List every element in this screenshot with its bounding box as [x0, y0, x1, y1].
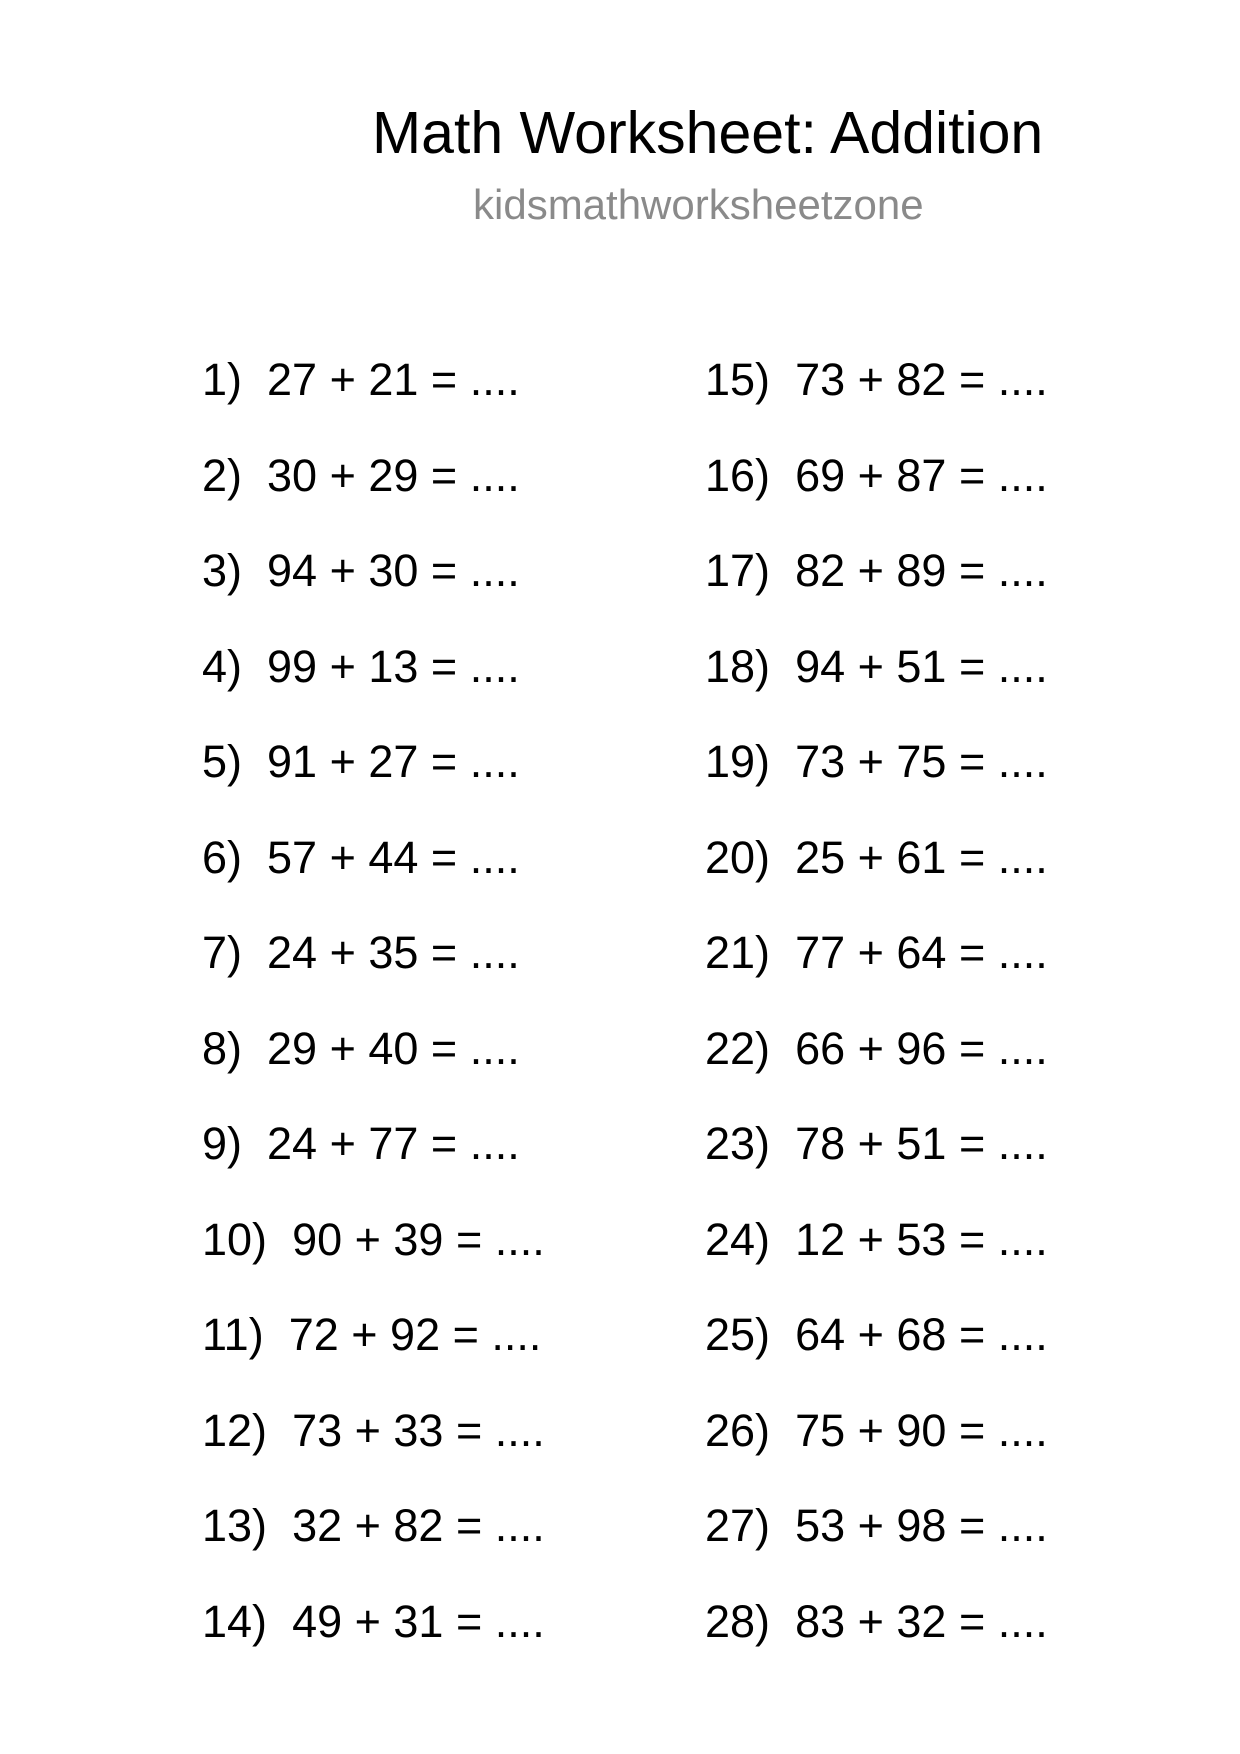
problem-expression: 66 + 96 = ....: [795, 1022, 1048, 1074]
problem-expression: 73 + 82 = ....: [795, 354, 1048, 405]
site-name: kidsmathworksheetzone: [473, 181, 924, 228]
problem-item: [705, 1116, 1048, 1212]
problem-number: 20): [705, 831, 771, 883]
problem-expression: 25 + 61 = ....: [795, 831, 1048, 883]
problem-item: [705, 639, 1048, 735]
problem-expression: 32 + 82 = ....: [292, 1500, 545, 1551]
problem-item: [202, 639, 545, 735]
problem-item: [202, 1594, 545, 1690]
problem-number: 3): [202, 545, 243, 596]
problem-number: 5): [202, 736, 243, 787]
problem-number: 6): [202, 831, 243, 883]
problem-number: 22): [705, 1022, 771, 1074]
problem-item: [202, 1307, 545, 1403]
problem-number: 25): [705, 1309, 771, 1360]
problem-expression: 94 + 51 = ....: [795, 640, 1048, 692]
problem-expression: 90 + 39 = ....: [292, 1213, 545, 1265]
problem-expression: 27 + 21 = ....: [267, 354, 520, 405]
problem-expression: 73 + 75 = ....: [795, 736, 1048, 787]
problem-item: [705, 448, 1048, 544]
problem-number: 27): [705, 1500, 771, 1551]
problem-item: [202, 1212, 545, 1308]
problem-expression: 72 + 92 = ....: [288, 1309, 542, 1360]
problem-item: [202, 448, 545, 544]
problem-expression: 57 + 44 = ....: [267, 831, 520, 883]
problem-expression: 30 + 29 = ....: [267, 449, 520, 501]
problem-number: 17): [705, 545, 771, 596]
problem-expression: 73 + 33 = ....: [292, 1404, 545, 1456]
problem-number: 2): [202, 449, 243, 501]
problems-left-column: [202, 352, 545, 1689]
problem-expression: 24 + 35 = ....: [267, 927, 520, 978]
problem-number: 24): [705, 1213, 771, 1265]
problem-expression: 64 + 68 = ....: [795, 1309, 1048, 1360]
problem-expression: 75 + 90 = ....: [795, 1404, 1048, 1456]
problem-item: [202, 1498, 545, 1594]
problem-number: 14): [202, 1595, 268, 1647]
problem-number: 28): [705, 1595, 771, 1647]
problem-item: [705, 925, 1048, 1021]
problem-number: 16): [705, 449, 771, 501]
problem-expression: 99 + 13 = ....: [267, 640, 520, 692]
problems-right-column: [705, 352, 1048, 1689]
problem-number: 23): [705, 1118, 771, 1169]
problem-expression: 91 + 27 = ....: [267, 736, 520, 787]
problem-item: [202, 830, 545, 926]
problem-expression: 82 + 89 = ....: [795, 545, 1048, 596]
problem-item: [705, 352, 1048, 448]
problem-item: [202, 352, 545, 448]
problem-number: 18): [705, 640, 771, 692]
problem-expression: 69 + 87 = ....: [795, 449, 1048, 501]
problem-expression: 49 + 31 = ....: [292, 1595, 545, 1647]
problem-item: [705, 1498, 1048, 1594]
problem-number: 8): [202, 1022, 243, 1074]
problem-expression: 24 + 77 = ....: [267, 1118, 520, 1169]
problem-number: 11): [202, 1309, 264, 1360]
problem-number: 13): [202, 1500, 268, 1551]
problem-item: [202, 734, 545, 830]
problem-item: [705, 1403, 1048, 1499]
problem-item: [705, 1594, 1048, 1690]
problem-item: [705, 1212, 1048, 1308]
problem-number: 7): [202, 927, 243, 978]
problem-expression: 94 + 30 = ....: [267, 545, 520, 596]
problem-number: 15): [705, 354, 771, 405]
problem-item: [705, 543, 1048, 639]
problem-number: 21): [705, 927, 771, 978]
problem-item: [705, 830, 1048, 926]
page-title-text: Math Worksheet: Addition: [372, 100, 1044, 166]
problem-number: 4): [202, 640, 243, 692]
problem-expression: 77 + 64 = ....: [795, 927, 1048, 978]
problem-item: [202, 1116, 545, 1212]
problem-item: [202, 1021, 545, 1117]
problem-expression: 53 + 98 = ....: [795, 1500, 1048, 1551]
problem-number: 9): [202, 1118, 243, 1169]
problem-item: [705, 734, 1048, 830]
problem-expression: 12 + 53 = ....: [795, 1213, 1048, 1265]
problem-number: 12): [202, 1404, 268, 1456]
problem-number: 19): [705, 736, 771, 787]
problem-expression: 83 + 32 = ....: [795, 1595, 1048, 1647]
problem-number: 26): [705, 1404, 771, 1456]
problem-item: [202, 925, 545, 1021]
problem-number: 10): [202, 1213, 268, 1265]
page-title: [0, 98, 1240, 168]
problem-item: [705, 1021, 1048, 1117]
problem-item: [705, 1307, 1048, 1403]
problem-expression: 78 + 51 = ....: [795, 1118, 1048, 1169]
problem-expression: 29 + 40 = ....: [267, 1022, 520, 1074]
problem-item: [202, 543, 545, 639]
problem-number: 1): [202, 354, 243, 405]
problem-item: [202, 1403, 545, 1499]
